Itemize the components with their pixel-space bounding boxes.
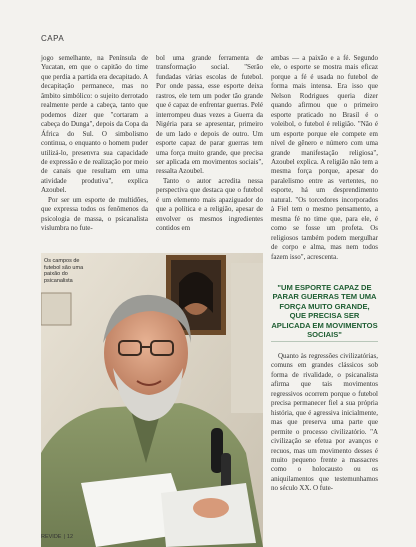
page-footer bbox=[41, 534, 73, 540]
photo-caption: Os campos de futebol são uma paixão do psicanalista bbox=[44, 258, 84, 284]
paragraph: Quanto às regressões civilizatórias, comuns em grandes clássicos sob forma de rivalidade, o psicanalista afirma que tais movimentos regressivos ocorrem porque o futebol precisa permanecer fiel a sua própria história, que é agressiva inicialmente, mas que preserva uma parte que permite o processo civilizatório. "A civilização se efetua por avanços e recuos, mas um movimento desses é muito pequeno frente a massacres como o holocausto ou os aniquilamentos que testemunhamos no século XX. O fute- bbox=[271, 352, 378, 493]
page-number: 12 bbox=[66, 534, 74, 540]
brand-name: REVIDE bbox=[41, 534, 62, 540]
paragraph: Tanto o autor acredita nessa perspectiva que destaca que o futebol é um elemento mais apaziguador do que a política e a religião, apesar de envolver os mesmos ingredientes contidos em bbox=[156, 176, 263, 233]
portrait-photo bbox=[41, 253, 263, 547]
text-column-3 bbox=[271, 54, 378, 262]
footer-separator: | bbox=[63, 534, 65, 540]
pull-quote: "UM ESPORTE CAPAZ DE PARAR GUERRAS TEM UMA FORÇA MUITO GRANDE, QUE PRECISA SER APLICADA EM MOVIMENTOS SOCIAIS" bbox=[271, 283, 378, 340]
pull-quote-divider bbox=[271, 341, 378, 342]
photo-illustration bbox=[41, 253, 263, 547]
paragraph: bol uma grande ferramenta de transformação social. "Serão fundadas várias escolas de futebol. Por onde passa, esse esporte deixa rastros, ele tem um poder tão grande que é capaz de enfrentar guerras. Pelé interrompeu duas vezes a Guerra da Nigéria para se apresentar, primeiro de um lado e depois de outro. Um esporte capaz de parar guerras tem uma força muito grande, que precisa ser aplicada em movimentos sociais", ressalta Azoubel. bbox=[156, 54, 263, 176]
section-label: CAPA bbox=[41, 34, 65, 43]
text-column-2 bbox=[156, 54, 263, 234]
paragraph: jogo semelhante, na Península de Yucatan, em que o capitão do time que perdia a partida era decapitado. A decapitação permanece, mas no âmbito simbólico: o sujeito derrotado realmente perde a cabeça, tanto que podemos dizer que "cortaram a cabeça do Dunga", depois da Copa da África do Sul. O simbolismo continua, o enquanto o homem puder utilizá-lo, presenvra sua capacidade de expressão e de realização por meio de canais que resultam em uma atividade produtiva", explica Azoubel. bbox=[41, 54, 148, 195]
paragraph: Por ser um esporte de multidões, que expressa todos os fenômenos da psicologia de massa, o psicanalista vislumbra no fute- bbox=[41, 195, 148, 233]
text-column-3-continued bbox=[271, 352, 378, 494]
paragraph: ambas — a paixão e a fé. Segundo ele, o esporte se mostra mais eficaz porque a fé é usada no futebol de forma mais intensa. Era isso que Nelson Rodrigues queria dizer quando afirmou que o primeiro esporte praticado no Brasil é o voleibol, o futebol é religião. "Não é um esporte porque ele compete em nível de gênero e número com uma grande manifestação religiosa", Azoubel explica. A religião não tem a mesma força porque, apesar do paralelismo entre as vertentes, no esporte, há um desprendimento natural. "Os torcedores incorporados à Fiel tem o mesmo pensamento, a mesma fé no time que, para ele, é como se fosse um profeta. Os religiosos também podem mergulhar de corpo e alma, mas nem todos fazem isso", acrescenta. bbox=[271, 54, 378, 261]
text-column-1 bbox=[41, 54, 148, 234]
